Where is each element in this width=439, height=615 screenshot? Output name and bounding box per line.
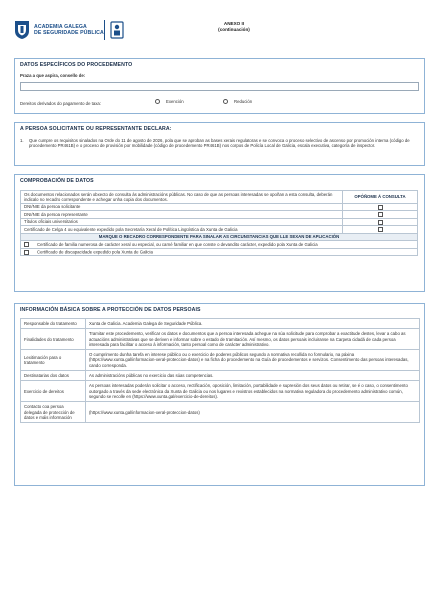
- oppose-header: OPÓÑOME Á CONSULTA: [343, 191, 418, 204]
- privacy-key: Destinatarias dos datos: [21, 371, 86, 381]
- table-row: [21, 218, 418, 226]
- privacy-title: INFORMACIÓN BÁSICA SOBRE A PROTECCIÓN DE DATOS PERSOAIS: [20, 307, 201, 313]
- post-input[interactable]: [20, 82, 419, 91]
- oppose-cell: [343, 226, 418, 234]
- oppose-checkbox[interactable]: [378, 212, 383, 217]
- circumstance-checkbox[interactable]: [24, 250, 29, 255]
- oppose-checkbox[interactable]: [378, 227, 383, 232]
- declaration-title: A PERSOA SOLICITANTE OU REPRESENTANTE DECLARA:: [20, 126, 172, 132]
- fee-reduction-label: Redución: [234, 99, 253, 104]
- oppose-checkbox[interactable]: [378, 220, 383, 225]
- mark-header-row: [21, 233, 418, 240]
- privacy-value: Tramitar este procedemento, verificar os datos e documentos que a persoa interesada achegue na súa solicitude para comprobar a exactitude destes, levar a cabo as actuacións administrativas que se deriven e informar sobre o estado de tramitación. Así mesmo, os datos persoais incluiranse na Carpeta cidadá de cada persoa interesada para facilitar o acceso á información, tanto persoal como de carácter administrativo.: [86, 329, 420, 350]
- xunta-logo: [104, 20, 125, 40]
- privacy-value: O cumprimento dunha tarefa en interese público ou o exercicio de poderes públicos segundo a normativa recollida no formulario, na páxina (https://www.xunta.gal/informacion-xeral-proteccion-datos) e na ficha do procedemento na Guía de procedementos e servizos. Consentimento das persoas interesadas, cando corresponda.: [86, 350, 420, 371]
- verification-title: COMPROBACIÓN DE DATOS: [20, 178, 94, 184]
- privacy-key: Exercicio de dereitos: [21, 381, 86, 402]
- privacy-table: [20, 318, 420, 423]
- oppose-cell: [343, 203, 418, 211]
- fee-exemption-label: Exención: [166, 99, 184, 104]
- declaration-item-number: 1.: [20, 138, 24, 143]
- brand-line-1: ACADEMIA GALEGA: [34, 24, 87, 30]
- annex-subtitle: (continuación): [218, 27, 250, 32]
- verification-item: DNI/NIE da persoa representante: [21, 211, 343, 219]
- privacy-value: As persoas interesadas poderán solicitar o acceso, rectificación, oposición, limitación, portabilidade e supresión dos seus datos ou retirar, se é o caso, o consentimento outorgado a través da sede electrónica da Xunta de Galicia ou nos lugares e rexistros establecidos na normativa reguladora do procedemento administrativo común, segundo se recolle en (https://www.xunta.gal/exercicio-de-dereitos).: [86, 381, 420, 402]
- privacy-value: Xunta de Galicia. Academia Galega de Seguridade Pública.: [86, 319, 420, 329]
- procedure-section: [14, 58, 425, 114]
- privacy-value: (https://www.xunta.gal/informacion-xeral-proteccion-datos): [86, 402, 420, 423]
- table-row: [21, 402, 420, 423]
- table-row: [21, 211, 418, 219]
- verification-intro: Os documentos relacionados serán obxecto de consulta ás administracións públicas. No caso de que as persoas interesadas se opoñan a esta consulta, deberán indicalo no recadro correspondente e achegar unha copia dos documentos.: [21, 191, 343, 204]
- oppose-cell: [343, 218, 418, 226]
- logo-divider: [104, 20, 105, 40]
- fee-exemption-radio[interactable]: [155, 99, 160, 104]
- circumstance-label: Certificado de familia numerosa de carácter xeral ou especial, ou carné familiar en que conste o devandito carácter, expedido pola Xunta de Galicia: [37, 242, 318, 248]
- fee-label: Dereitos derivados do pagamento de taxa:: [20, 101, 101, 106]
- brand-line-2: DE SEGURIDADE PÚBLICA: [34, 30, 104, 36]
- table-row: [21, 241, 418, 249]
- verification-item: Certificado de Celga 4 ou equivalente expedido pola Secretaría Xeral de Política Lingüística da Xunta de Galicia: [21, 226, 343, 234]
- annex-title: ANEXO II: [223, 21, 245, 26]
- table-row: [21, 381, 420, 402]
- fee-option-reduction[interactable]: [223, 99, 252, 104]
- privacy-key: Finalidades do tratamento: [21, 329, 86, 350]
- verification-table: [20, 190, 418, 256]
- post-label: Praza a que aspira, consello de:: [20, 73, 86, 78]
- table-row: [21, 226, 418, 234]
- procedure-title: DATOS ESPECÍFICOS DO PROCEDEMENTO: [20, 62, 133, 68]
- privacy-key: Responsable do tratamento: [21, 319, 86, 329]
- privacy-key: Lexitimación para o tratamento: [21, 350, 86, 371]
- verification-item: Títulos oficiais universitarios: [21, 218, 343, 226]
- table-row: [21, 371, 420, 381]
- verification-section: [14, 174, 425, 292]
- table-row: [21, 203, 418, 211]
- mark-header: MARQUE O RECADRO CORRESPONDENTE PARA SINALAR AS CIRCUNSTANCIAS QUE LLE SEXAN DE APLICACIÓN: [21, 233, 418, 240]
- verification-intro-row: [21, 191, 418, 204]
- oppose-checkbox[interactable]: [378, 205, 383, 210]
- academy-crest-icon: [14, 20, 30, 40]
- fee-reduction-radio[interactable]: [223, 99, 228, 104]
- circumstance-checkbox[interactable]: [24, 242, 29, 247]
- privacy-key: Contacto coa persoa delegada de protección de datos e máis información: [21, 402, 86, 423]
- oppose-cell: [343, 211, 418, 219]
- table-row: [21, 319, 420, 329]
- privacy-value: As administracións públicas no exercicio das súas competencias.: [86, 371, 420, 381]
- table-row: [21, 248, 418, 256]
- annex-heading: [204, 21, 264, 33]
- circumstance-label: Certificado de discapacidade expedido pola Xunta de Galicia: [37, 249, 153, 255]
- fee-option-exemption[interactable]: [155, 99, 184, 104]
- declaration-item-text: Que cumpre os requisitos sinalados na Orde do 11 de agosto de 2026, pola que se aproban as bases xerais regulatoras e se convoca o proceso selectivo de ascenso por promoción interna (código de procedemento PR461B) e o proceso de provisión por mobilidade (código de procedemento PR461B) nos corpos de Policía Local de Galicia, escala executiva, categoría de inspector.: [29, 138, 410, 149]
- circumstance-item[interactable]: [21, 241, 418, 249]
- privacy-section: [14, 303, 425, 486]
- table-row: [21, 329, 420, 350]
- academy-logo: [14, 20, 104, 40]
- circumstance-item[interactable]: [21, 248, 418, 256]
- declaration-section: [14, 122, 425, 166]
- xunta-emblem-icon: [109, 21, 125, 39]
- verification-item: DNI/NIE da persoa solicitante: [21, 203, 343, 211]
- header: [14, 20, 424, 46]
- table-row: [21, 350, 420, 371]
